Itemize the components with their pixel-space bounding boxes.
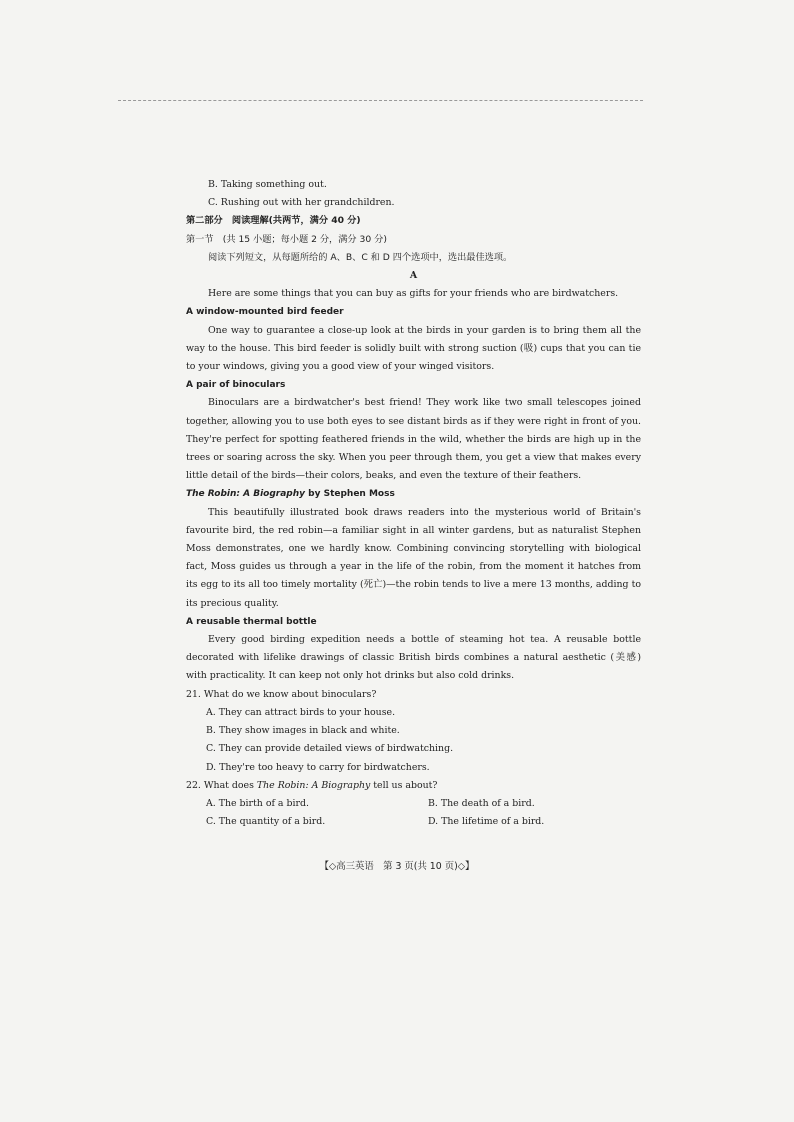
question-22-option-d: D. The lifetime of a bird. — [428, 816, 545, 828]
question-22-options-row-1 — [186, 795, 641, 813]
question-21-option-c: C. They can provide detailed views of birdwatching. — [206, 743, 454, 755]
question-22-stem — [186, 777, 641, 795]
item-text-robin-book: This beautifully illustrated book draws readers into the mysterious world of Britain's favourite bird, the red robin—a familiar sight in all winter gardens, but as naturalist Stephen Moss demonstrates, one we hardly know. Combining convincing storytelling with biological fact, Moss guides us through a year in the life of the robin, from the moment it hatches from its egg to its all too timely mortality (死亡)—the robin tends to live a mere 13 months, adding to its precious quality. — [186, 506, 641, 609]
header-rule — [118, 100, 643, 101]
question-21-stem: 21. What do we know about binoculars? — [186, 688, 377, 700]
question-22-stem-post: tell us about? — [370, 779, 438, 791]
question-22-option-c: C. The quantity of a bird. — [206, 816, 326, 828]
item-heading-robin-book — [186, 485, 641, 503]
question-22-option-b: B. The death of a bird. — [428, 797, 535, 809]
item-heading-bottle: A reusable thermal bottle — [186, 616, 317, 627]
question-22-option-a: A. The birth of a bird. — [206, 797, 309, 809]
section-one-heading: 第一节 (共 15 小题；每小题 2 分，满分 30 分) — [186, 233, 387, 245]
item-text-feeder: One way to guarantee a close-up look at the birds in your garden is to bring them all the way to the house. This bird feeder is solidly built with strong suction (吸) cups that you can tie to your windows, giving you a good view of your winged visitors. — [186, 324, 641, 373]
question-22-book-title: The Robin: A Biography — [256, 779, 371, 791]
item-heading-feeder: A window-mounted bird feeder — [186, 307, 344, 318]
prev-option-c: C. Rushing out with her grandchildren. — [208, 197, 395, 209]
item-text-bottle: Every good birding expedition needs a bottle of steaming hot tea. A reusable bottle decorated with lifelike drawings of classic British birds combines a natural aesthetic (美感) with practicality. It can keep not only hot drinks but also cold drinks. — [186, 634, 641, 682]
part-two-heading: 第二部分 阅读理解(共两节，满分 40 分) — [186, 215, 361, 227]
book-author: by Stephen Moss — [305, 489, 395, 500]
page-footer: 【◇高三英语 第 3 页(共 10 页)◇】 — [319, 861, 475, 872]
question-21-option-b: B. They show images in black and white. — [206, 725, 400, 737]
item-heading-binoculars: A pair of binoculars — [186, 380, 286, 391]
book-title: The Robin: A Biography — [186, 489, 306, 500]
question-22-options-row-2 — [186, 813, 641, 831]
instruction-text: 阅读下列短文，从每题所给的 A、B、C 和 D 四个选项中，选出最佳选项。 — [208, 251, 513, 263]
passage-intro: Here are some things that you can buy as gifts for your friends who are birdwatchers. — [208, 288, 619, 300]
item-text-binoculars: Binoculars are a birdwatcher's best friend! They work like two small telescopes joined together, allowing you to use both eyes to see distant birds as if they were right in front of you. They're perfect for spotting feathered friends in the wild, whether the birds are high up in the trees or soaring across the sky. When you peer through them, you get a view that makes every little detail of the birds—their colors, beaks, and even the texture of their feathers. — [186, 397, 641, 482]
question-21-option-a: A. They can attract birds to your house. — [206, 706, 396, 718]
exam-page-content — [186, 176, 641, 831]
question-22-stem-pre: 22. What does — [186, 779, 257, 791]
question-21-option-d: D. They're too heavy to carry for birdwatchers. — [206, 761, 430, 773]
prev-option-b: B. Taking something out. — [208, 179, 327, 190]
passage-letter: A — [409, 270, 418, 282]
